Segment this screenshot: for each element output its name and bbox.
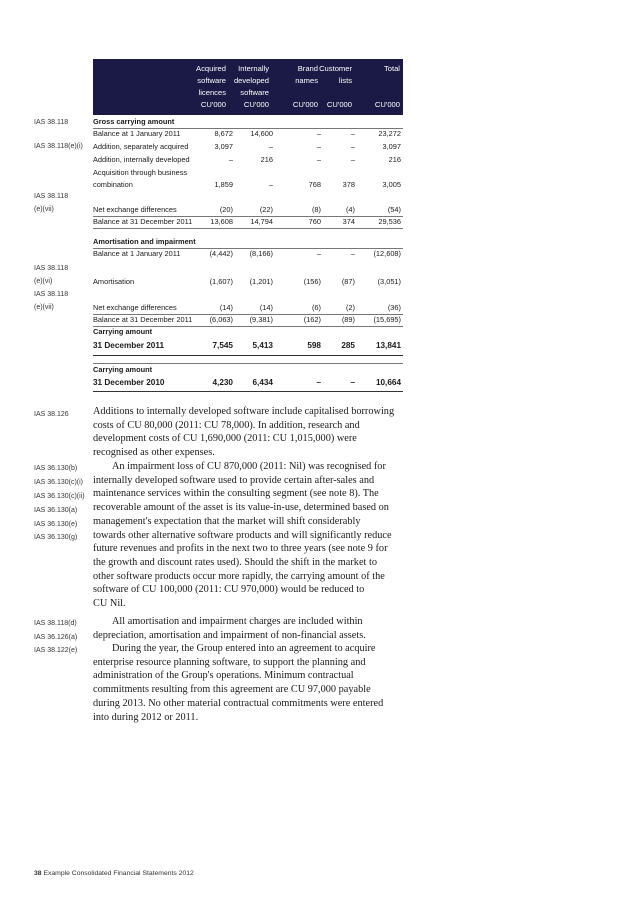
col-header-brand-names: Brand names CU'000 bbox=[292, 64, 318, 109]
note-contractual-commitments: During the year, the Group entered into an agreement to acquire enterprise resource planning software, to support the planning and administration of the Group's operations. Minimum contractual commitments resulting from this agreement are CU 97,000 payable during 2013. No other material contractual commitments were entered into during 2012 or 2011. bbox=[93, 643, 384, 723]
table-row: Addition, internally developed – 216 – – 216 bbox=[93, 155, 401, 164]
rule bbox=[93, 355, 403, 356]
ref-ias-38-126: IAS 38.126 bbox=[34, 411, 69, 418]
footer-title: Example Consolidated Financial Statements 2012 bbox=[43, 870, 194, 877]
amortisation-heading: Amortisation and impairment bbox=[93, 237, 196, 246]
ref-ias-38-118: IAS 38.118 bbox=[34, 119, 69, 126]
rule bbox=[93, 391, 403, 392]
ref-ias-36-126-a: IAS 36.126(a) bbox=[34, 634, 78, 641]
table-row: Net exchange differences (14) (14) (6) (2) (36) bbox=[93, 303, 401, 312]
carrying-amount-heading-2010: Carrying amount bbox=[93, 365, 153, 374]
ref-ias-36-130-c-ii: IAS 36.130(c)(ii) bbox=[34, 493, 85, 500]
table-row: combination 1,859 – 768 378 3,005 bbox=[93, 180, 401, 189]
table-row-total: 31 December 2010 4,230 6,434 – – 10,664 bbox=[93, 378, 401, 387]
ref-ias-36-130-e: IAS 36.130(e) bbox=[34, 521, 78, 528]
page-number: 38 bbox=[34, 870, 42, 877]
ref-ias-38-118-amort-b: (e)(vi) bbox=[34, 278, 53, 285]
table-row: Balance at 31 December 2011 13,608 14,794 760 374 29,536 bbox=[93, 217, 401, 226]
table-row: Amortisation (1,607) (1,201) (156) (87) (3,051) bbox=[93, 277, 401, 286]
ref-ias-38-118-fx2-a: IAS 38.118 bbox=[34, 291, 69, 298]
ref-ias-38-118-e-i: IAS 38.118(e)(i) bbox=[34, 143, 83, 150]
carrying-amount-heading-2011: Carrying amount bbox=[93, 327, 153, 336]
table-row: Balance at 1 January 2011 (4,442) (8,166) – – (12,608) bbox=[93, 249, 401, 258]
table-row-total: 31 December 2011 7,545 5,413 598 285 13,841 bbox=[93, 341, 401, 350]
col-header-acquired-software: Acquired software licences CU'000 bbox=[196, 64, 226, 109]
page-footer bbox=[34, 870, 194, 877]
note-impairment-loss: An impairment loss of CU 870,000 (2011: Nil) was recognised for internally developed software used to provide certain after-sales and maintenance services within the consulting segment (see note 8). The recoverable amount of the asset is its value-in-use, determined based on management's expectation that the market will shift considerably towards other alternative software products and will significantly reduce future revenues and profits in the next two to three years (see note 9 for the growth and discount rates used). Should the shift in the market to other software products occur more rapidly, the carrying amount of the software of CU 100,000 (2011: CU 970,000) would be reduced to CU Nil. bbox=[93, 461, 392, 610]
note-amortisation-charges: All amortisation and impairment charges are included within depreciation, amortisation and impairment of non-financial assets. bbox=[93, 616, 366, 641]
ref-ias-36-130-g: IAS 36.130(g) bbox=[34, 534, 78, 541]
ref-ias-38-118-d: IAS 38.118(d) bbox=[34, 620, 77, 627]
note-internally-developed-software: Additions to internally developed software include capitalised borrowing costs of CU 80,000 (2011: CU 78,000). In addition, research and development costs of CU 1,690,000 (2011: CU 1,015,000) were recognised as other expenses. bbox=[93, 406, 395, 459]
ref-ias-38-122-e: IAS 38.122(e) bbox=[34, 647, 78, 654]
ref-ias-38-118-fx1-b: (e)(vii) bbox=[34, 206, 54, 213]
ref-ias-36-130-a: IAS 36.130(a) bbox=[34, 507, 78, 514]
ref-ias-36-130-c-i: IAS 36.130(c)(i) bbox=[34, 479, 84, 486]
col-header-internally-developed: Internally developed software CU'000 bbox=[233, 64, 269, 109]
table-row: Balance at 1 January 2011 8,672 14,600 – – 23,272 bbox=[93, 129, 401, 138]
rule bbox=[93, 228, 403, 229]
ref-ias-38-118-fx2-b: (e)(vii) bbox=[34, 304, 54, 311]
ref-ias-36-130-b: IAS 36.130(b) bbox=[34, 465, 78, 472]
ref-ias-38-118-fx1-a: IAS 38.118 bbox=[34, 193, 69, 200]
col-header-total: Total CU'000 bbox=[374, 64, 400, 109]
gross-carrying-heading: Gross carrying amount bbox=[93, 117, 175, 126]
table-row: Acquisition through business bbox=[93, 168, 188, 177]
table-row: Balance at 31 December 2011 (6,063) (9,381) (162) (89) (15,695) bbox=[93, 315, 401, 324]
table-row: Net exchange differences (20) (22) (8) (4) (54) bbox=[93, 205, 401, 214]
table-row: Addition, separately acquired 3,097 – – – 3,097 bbox=[93, 142, 401, 151]
col-header-customer-lists: Customer lists CU'000 bbox=[319, 64, 352, 109]
ref-ias-38-118-amort-a: IAS 38.118 bbox=[34, 265, 69, 272]
